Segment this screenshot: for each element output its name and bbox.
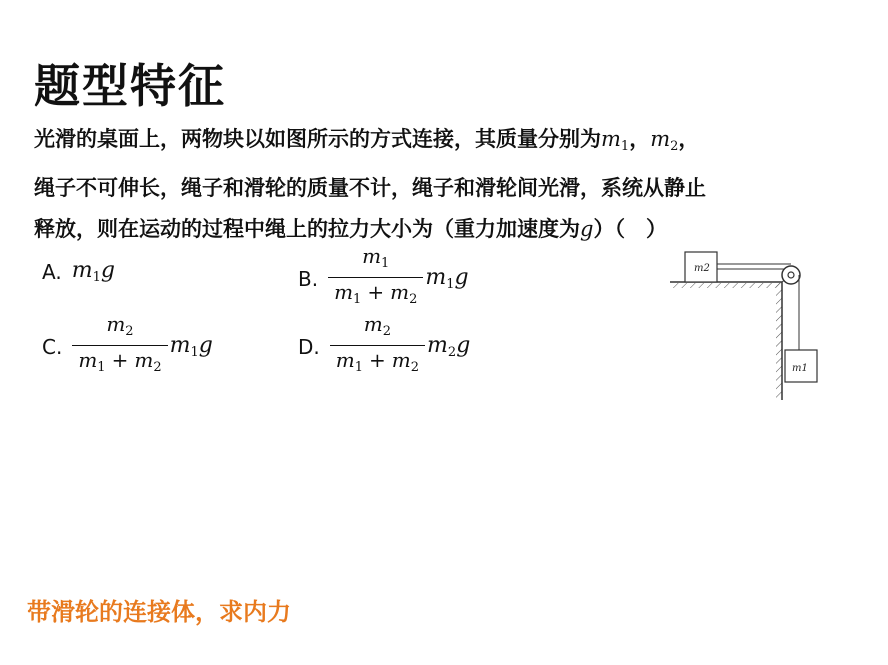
- pulley-diagram: [665, 245, 825, 405]
- option-c[interactable]: [42, 311, 213, 382]
- question-line-1: [34, 118, 884, 167]
- option-c-label: C.: [42, 334, 63, 359]
- option-d-label: D.: [298, 334, 320, 359]
- option-c-fraction: $\frac{m_2}{m_1 + m_2}$: [72, 311, 167, 382]
- line-end: ，: [678, 126, 700, 151]
- topic-footer: 带滑轮的连接体，求内力: [27, 598, 291, 626]
- question-line-3-text: 释放，则在运动的过程中绳上的拉力大小为（重力加速度为: [34, 216, 580, 241]
- option-b-fraction: $\frac{m_1}{m_1 + m_2}$: [328, 243, 423, 314]
- option-a-label: A.: [42, 259, 62, 284]
- answer-blank: ）（ ）: [593, 216, 667, 241]
- option-b-factor: $m_1g$: [425, 265, 469, 292]
- question-line-1-text: 光滑的桌面上，两物块以如图所示的方式连接，其质量分别为: [34, 126, 601, 151]
- option-d-factor: $m_2g$: [427, 333, 471, 360]
- question-text: [34, 118, 884, 250]
- option-d[interactable]: [298, 311, 470, 382]
- wall-hatch: [776, 282, 782, 400]
- option-a[interactable]: [42, 258, 115, 285]
- option-c-factor: $m_1g$: [169, 333, 213, 360]
- separator: ，: [629, 126, 651, 151]
- question-line-2: 绳子不可伸长，绳子和滑轮的质量不计，绳子和滑轮间光滑，系统从静止: [34, 175, 706, 200]
- option-b-label: B.: [298, 266, 319, 291]
- var-m1: $m_1$: [601, 127, 630, 154]
- table-hatch: [670, 283, 782, 288]
- option-d-fraction: $\frac{m_2}{m_1 + m_2}$: [330, 311, 425, 382]
- block-m1-label: m1: [792, 363, 808, 374]
- var-g: g: [580, 217, 594, 241]
- var-m2: $m_2$: [650, 127, 679, 154]
- option-b[interactable]: [298, 243, 469, 314]
- page-title: 题型特征: [34, 59, 226, 113]
- block-m2-label: m2: [694, 263, 710, 274]
- option-a-expr: $m_1g$: [71, 258, 115, 285]
